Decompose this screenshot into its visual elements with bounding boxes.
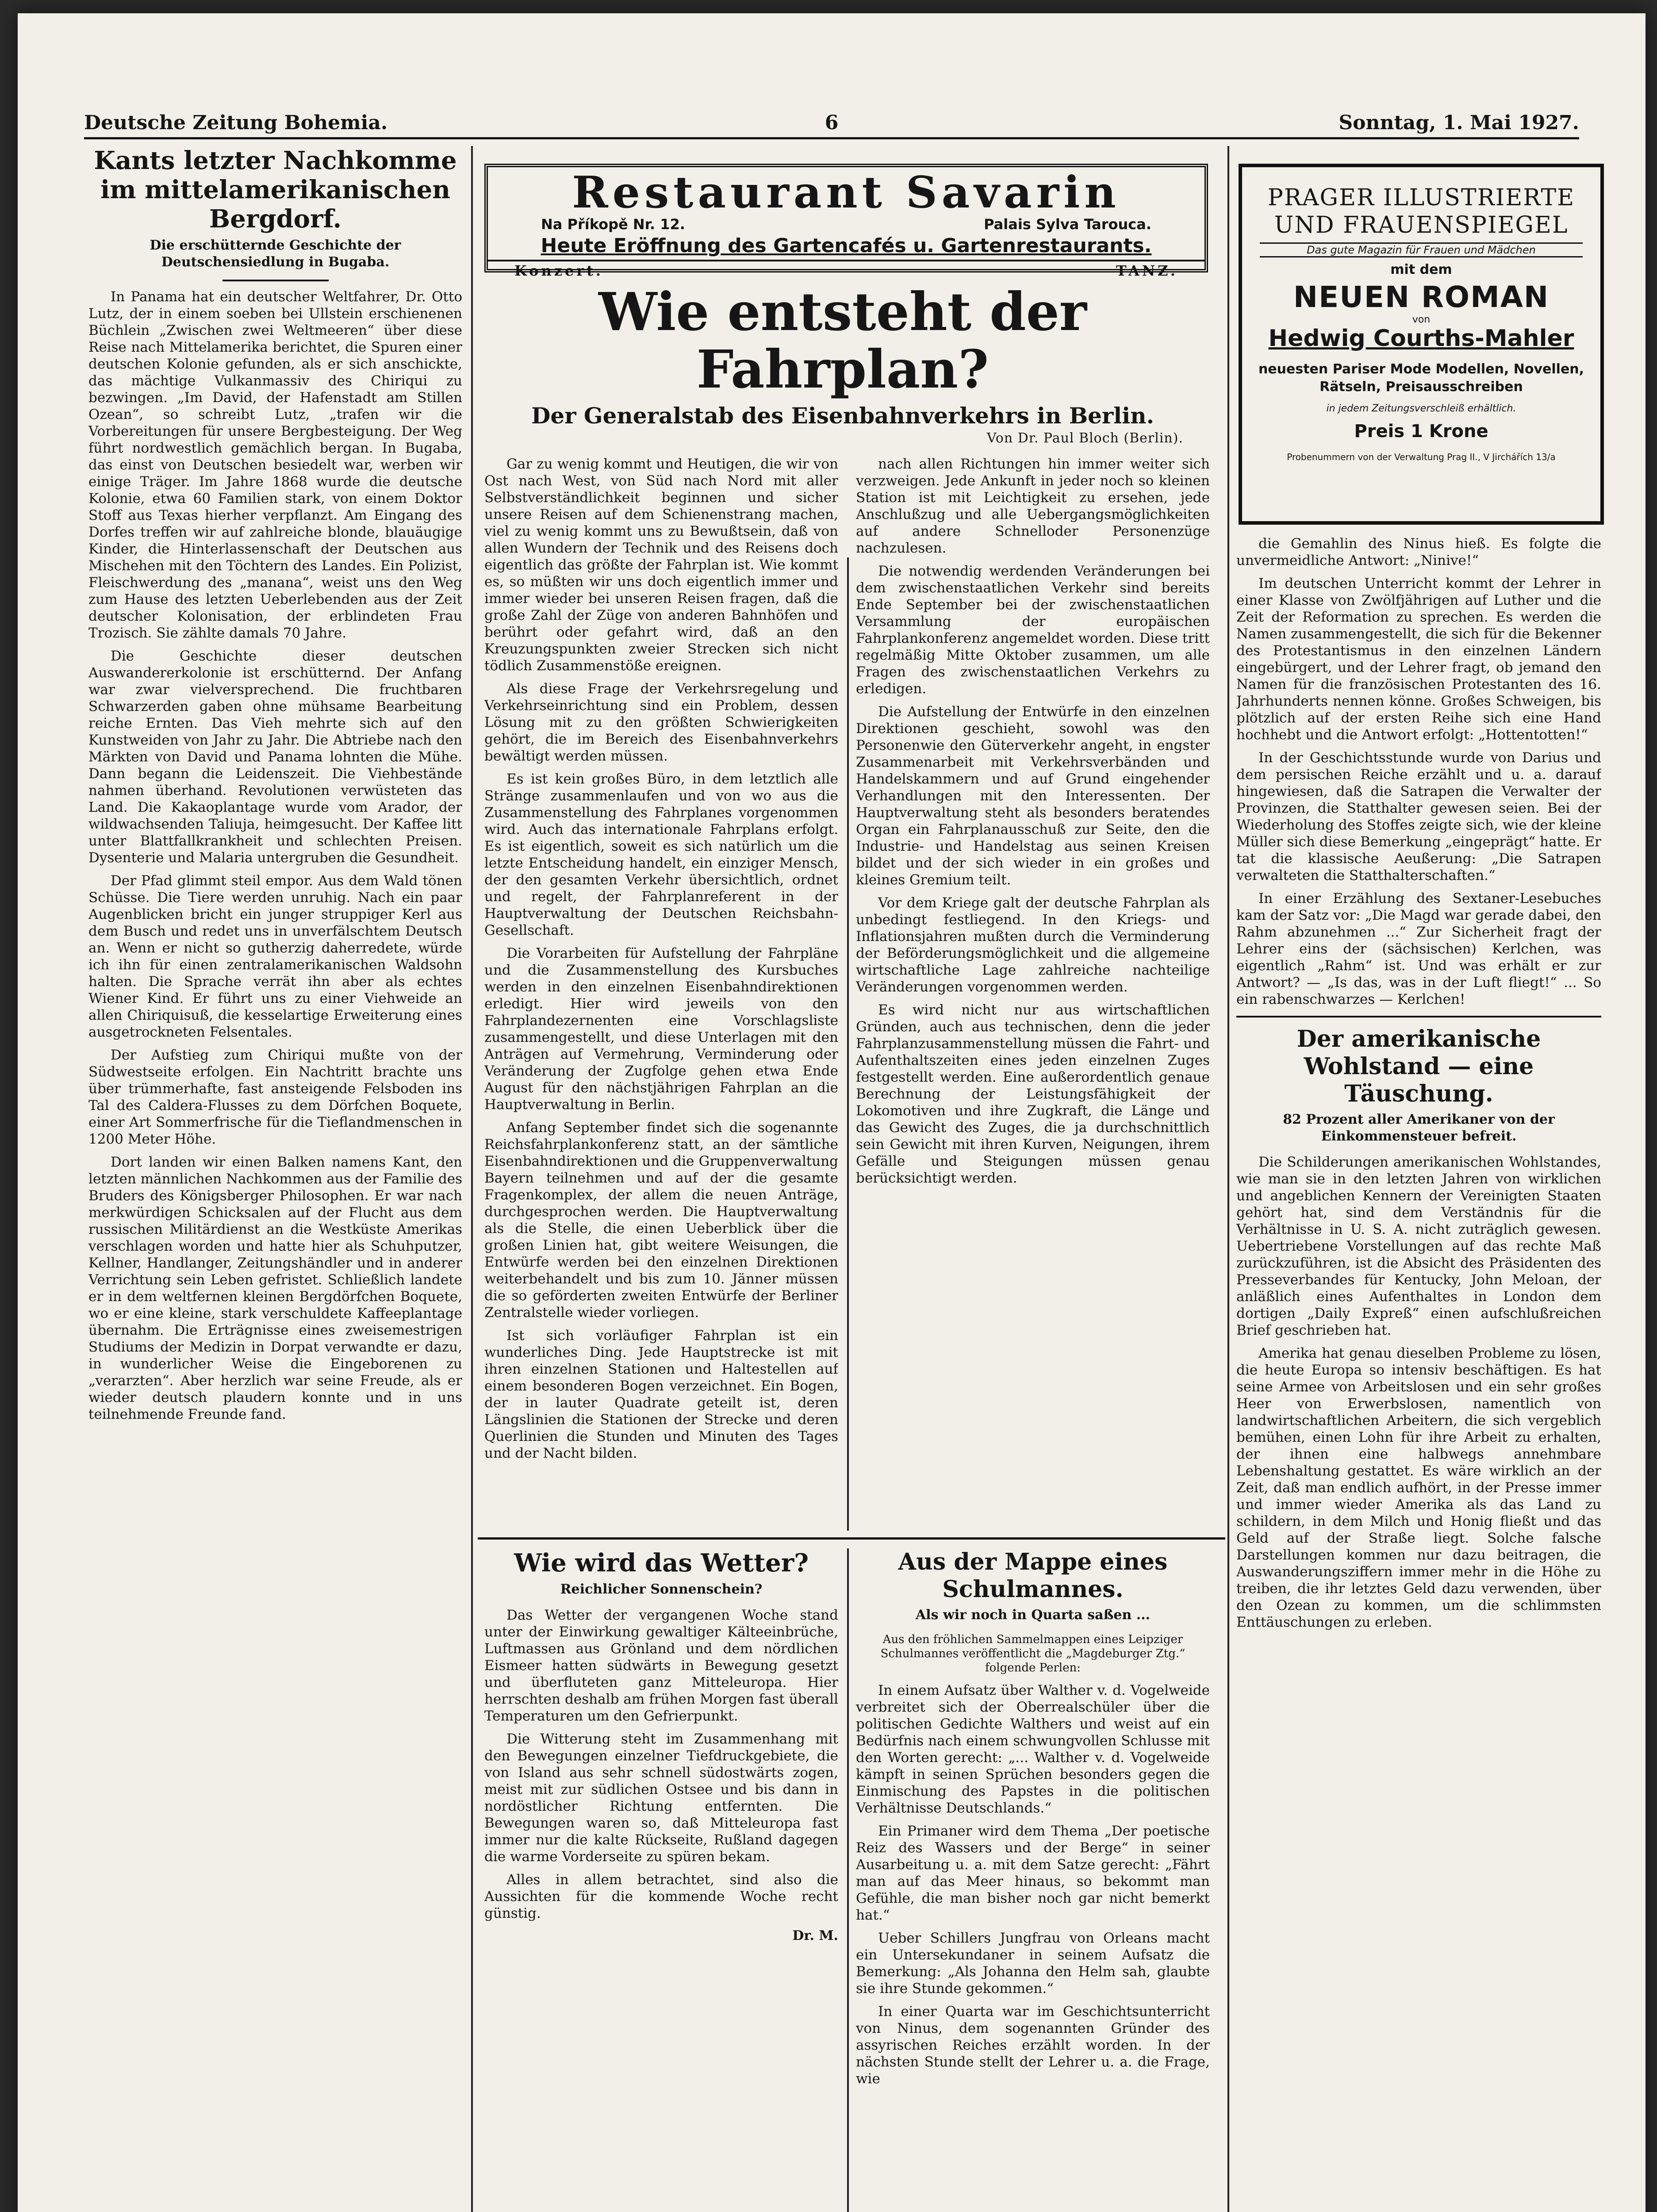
headline-schoolbook: Aus der Mappe eines Schulmannes. [898, 1548, 1168, 1603]
paragraph: Es ist kein großes Büro, in dem letztlich alle Stränge zusammenlaufen und von wo aus die Zusammenstellung des Fahrplanes vorgenommen wird. Auch das internationale Fahrplans erfolgt. Es ist eigentlich, soweit es sich natürlich um die letzte Entscheidung handelt, ein einziger Mensch, der den gesamten Verkehr übersichtlich, ordnet und regelt, der Fahrplanreferent in der Hauptverwaltung der Deutschen Reichsbahn-Gesellschaft. [484, 771, 838, 938]
paragraph: Anfang September findet sich die sogenannte Reichsfahrplankonferenz statt, an der sämtliche Eisenbahndirektionen und die Gruppenverwaltung Bayern teilnehmen und auf der die gesamte Fragenkomplex, der allem die neuen Anträge, durchgesprochen werden. Die Hauptverwaltung als die Stelle, die einen Ueberblick über die großen Linien hat, gibt weitere Weisungen, die Entwürfe werden bei den einzelnen Direktionen weiterbehandelt und bis zum 10. Jänner müssen die so geförderten zweiten Entwürfe der Berliner Zentralstelle wieder vorliegen. [484, 1120, 838, 1321]
ad-prager-illustrierte [1239, 164, 1604, 525]
column-rule [1227, 146, 1229, 2212]
paragraph: In der Geschichtsstunde wurde von Darius und dem persischen Reiche erzählt und u. a. darauf hingewiesen, daß die Satrapen die Verwalter der Provinzen, die Statthalter gewesen seien. Bei der Wiederholung des Stoffes zeigte sich, wie der kleine Müller sich diese Bemerkung „eingeprägt“ hatte. Er tat die klassische Aeußerung: „Die Satrapen verwalteten die Statthalterschaften.“ [1236, 750, 1601, 883]
paragraph: Der Aufstieg zum Chiriqui mußte von der Südwestseite erfolgen. Ein Nachtritt brachte uns über trümmerhafte, fast ansteigende Felsboden ins Tal des Caldera-Flusses zu dem Dörfchen Boquete, einer Art Sommerfrische für die Tieflandmenschen in 1200 Meter Höhe. [88, 1047, 462, 1147]
horizontal-rule [1236, 1016, 1601, 1018]
subhead-wohlstand: 82 Prozent aller Amerikaner von der Einkommensteuer befreit. [1283, 1112, 1555, 1144]
paragraph: In einer Erzählung des Sextaner-Lesebuches kam der Satz vor: „Die Magd war gerade dabei, den Rahm abzunehmen ...“ Zur Sicherheit fragt der Lehrer eins der (sächsischen) Kerlchen, was eigentlich „Rahm“ ist. Und was erhält er zur Antwort? — „Is das, was in der Luft fliegt!“ ... So ein rabenschwarzes — Kerlchen! [1236, 891, 1601, 1007]
ad-savarin-announcement: Heute Eröffnung des Gartencafés u. Gartenrestaurants. [541, 234, 1152, 257]
ad-prager-with: mit dem [1390, 262, 1452, 277]
byline-fahrplan: Von Dr. Paul Bloch (Berlin). [986, 430, 1183, 446]
paragraph: In einer Quarta war im Geschichtsunterricht von Ninus, dem sogenannten Gründer des assyrischen Reiches erzählt worden. In der nächsten Stunde stellt der Lehrer u. a. die Frage, wie [856, 2004, 1210, 2087]
ad-prager-availability: in jedem Zeitungsverschleiß erhältlich. [1326, 403, 1516, 414]
ad-savarin-concert: Konzert. [514, 262, 604, 279]
issue-date: Sonntag, 1. Mai 1927. [1339, 111, 1579, 134]
page-number: 6 [825, 111, 839, 134]
article-weather [484, 1548, 838, 2212]
paragraph: Im deutschen Unterricht kommt der Lehrer in einer Klasse von Zwölfjährigen auf Luther und die Zeit der Reformation zu sprechen. Es werden die Namen zusammengestellt, die sich für die Bekenner des Protestantismus in den einzelnen Ländern eingebürgert, und der Lehrer fragt, ob jemand den Namen für die französischen Protestanten des 16. Jahrhunderts nennen könne. Großes Schweigen, bis plötzlich auf der ersten Reihe sich eine Hand hochhebt und die Antwort erfolgt: „Hottentotten!“ [1236, 576, 1601, 743]
ad-savarin-name: Restaurant Savarin [572, 167, 1120, 218]
article-fahrplan-col2 [856, 456, 1210, 1531]
paragraph: Gar zu wenig kommt und Heutigen, die wir von Ost nach West, von Süd nach Nord mit aller Selbstverständlichkeit beginnen und sicher unsere Reisen auf dem Schienenstrang machen, viel zu wenig kommt uns zu Bewußtsein, daß von allen Wundern der Technik und des Reisens doch eigentlich das größte der Fahrplan ist. Wie kommt es, so müßten wir uns doch eigentlich immer und immer wieder bei unseren Reisen fragen, daß die große Zahl der Züge von anderen Bahnhöfen und berührt oder gefahrt wird, daß an den Kreuzungspunkten zweier Strecken sich nicht tödlich Zusammenstöße ereignen. [484, 456, 838, 674]
paragraph: In einem Aufsatz über Walther v. d. Vogelweide verbreitet sich der Oberrealschüler über die politischen Gedichte Walthers und weist auf ein Bedürfnis nach einem schwungvollen Schlusse mit den Worten gerecht: „... Walther v. d. Vogelweide kämpft in seinen Sprüchen besonders gegen die Einmischung des Papstes in die politischen Verhältnisse Deutschlands.“ [856, 1682, 1210, 1816]
paragraph: Der Pfad glimmt steil empor. Aus dem Wald tönen Schüsse. Die Tiere werden unruhig. Nach ein paar Augenblicken bricht ein junger struppiger Kerl aus dem Busch und redet uns in unverfälschtem Deutsch an. Wenn er nicht so gutherzig daherredete, würde ich ihn für einen zentralamerikanischen Waldsohn halten. Die Sprache verrät ihn aber als echtes Wiener Kind. Er führt uns zu einer Viehweide an allen Chiriquisuß, die kesselartige Erweiterung eines ausgetrockneten Felsentales. [88, 873, 462, 1040]
paragraph: Die Witterung steht im Zusammenhang mit den Bewegungen einzelner Tiefdruckgebiete, die von Island aus sehr schnell südostwärts zogen, meist mit zur südlichen Ostsee und bis dann in nordöstlicher Richtung entfernten. Die Bewegungen waren so, daß Mitteleuropa fast immer nur die kalte Rückseite, Rußland dagegen die warme Vorderseite zu spüren bekam. [484, 1731, 838, 1865]
schoolbook-intro: Aus den fröhlichen Sammelmappen eines Leipziger Schulmannes veröffentlicht die „Magdeburger Ztg.“ folgende Perlen: [880, 1633, 1185, 1674]
paragraph: Ist sich vorläufiger Fahrplan ist ein wunderliches Ding. Jede Hauptstrecke ist mit ihren einzelnen Stationen und Haltestellen auf einem besonderen Bogen verzeichnet. Ein Bogen, der in lauter Quadrate geteilt ist, deren Längslinien die Stationen der Strecke und deren Querlinien die Stunden und Minuten des Tages und der Nacht bilden. [484, 1328, 838, 1461]
column-rule [847, 1548, 849, 2212]
paragraph: Die Geschichte dieser deutschen Auswandererkolonie ist erschütternd. Der Anfang war zwar vielversprechend. Die fruchtbaren Schwarzerden gaben ohne mühsame Bearbeitung reiche Ernten. Das Vieh mehrte sich auf den Kunstweiden von Jahr zu Jahr. Die Abtriebe nach den Märkten von David und Panama lohnten die Mühe. Dann begann die Leidenszeit. Die Viehbestände nahmen überhand. Revolutionen verwüsteten das Land. Die Kakaoplantage wurde vom Arador, der wildwachsenden Taliuja, heimgesucht. Der Kaffee litt unter Blattfallkrankheit und schlechten Preisen. Dysenterie und Malaria untergruben die Gesundheit. [88, 648, 462, 866]
paragraph: Das Wetter der vergangenen Woche stand unter der Einwirkung gewaltiger Kälteeinbrüche, Luftmassen aus Grönland und dem nördlichen Eismeer hatten südwärts in Bewegung gesetzt und überfluteten ganz Mitteleuropa. Hier herrschten deshalb am frühen Morgen fast überall Temperaturen um den Gefrierpunkt. [484, 1607, 838, 1724]
paragraph: Alles in allem betrachtet, sind also die Aussichten für die kommende Woche recht günstig. [484, 1872, 838, 1921]
ad-savarin-dance: TANZ. [1116, 262, 1178, 279]
paragraph: Amerika hat genau dieselben Probleme zu lösen, die heute Europa so intensiv beschäftigen. Es hat seine Armee von Arbeitslosen und ein sehr großes Heer von Erwerbslosen, namentlich von landwirtschaftlichen Arbeitern, die sich vergeblich bemühen, einen Lohn für ihre Arbeit zu erhalten, der ihnen eine halbwegs annehmbare Lebenshaltung gestattet. Es wäre wirklich an der Zeit, daß man endlich aufhört, in der Presse immer und immer wieder Amerika als das Land zu schildern, in dem Milch und Honig fließt und das Geld auf der Straße liegt. Solche falsche Darstellungen kommen nur dazu beitragen, die Auswanderungsziffern immer mehr in die Höhe zu treiben, die ihr letztes Geld dazu verwenden, über den Ozean zu kommen, um die schlimmsten Enttäuschungen zu erleben. [1236, 1345, 1601, 1630]
ad-prager-contents: neuesten Pariser Mode Modellen, Novellen, Rätseln, Preisausschreiben [1258, 361, 1584, 395]
newspaper-name: Deutsche Zeitung Bohemia. [84, 111, 388, 134]
paragraph: Dort landen wir einen Balken namens Kant, den letzten männlichen Nachkommen aus der Familie des Bruders des Königsberger Philosophen. Er war nach merkwürdigen Schicksalen auf der Flucht aus dem russischen Militärdienst an die Westküste Amerikas verschlagen worden und hatte hier als Schuhputzer, Kellner, Handlanger, Zeitungshändler und in anderer Verrichtung sein Leben gefristet. Schließlich landete er in dem weltfernen kleinen Bergdörfchen Boquete, wo er eine kleine, stark verschuldete Kaffeeplantage übernahm. Die Erträgnisse eines zweisemestrigen Studiums der Medizin in Dorpat verwandte er dazu, in wunderlicher Weise die Eingeborenen zu „verarzten“. Aber herzlich war seine Freude, als er wieder deutsch plaudern konnte und in uns teilnehmende Freunde fand. [88, 1154, 462, 1422]
running-head [84, 106, 1579, 139]
subhead-kant: Die erschütternde Geschichte der Deutschensiedlung in Bugaba. [150, 238, 401, 270]
paragraph: die Gemahlin des Ninus hieß. Es folgte die unvermeidliche Antwort: „Ninive!“ [1236, 536, 1601, 568]
article-fahrplan-col1 [484, 456, 838, 1531]
headline-kant: Kants letzter Nachkomme im mittelamerikanischen Bergdorf. [94, 146, 457, 234]
paragraph: Die Aufstellung der Entwürfe in den einzelnen Direktionen geschieht, sowohl was den Personenwie den Güterverkehr angeht, in engster Zusammenarbeit mit Verkehrsverbänden und Handelskammern und auf Grund eingehender Verhandlungen mit den Interessenten. Der Hauptverwaltung steht als besonders beratendes Organ ein Fahrplanausschuß zur Seite, den die Industrie- und Handelstag aus seinen Kreisen bildet und der sich wieder in ein großes und kleines Gremium teilt. [856, 704, 1210, 888]
paragraph: Als diese Frage der Verkehrsregelung und Verkehrseinrichtung sind ein Problem, dessen Lösung mit zu den größten Schwierigkeiten gehört, die im Bereich des Eisenbahnverkehrs bewältigt werden müssen. [484, 681, 838, 764]
weather-signature: Dr. M. [792, 1928, 838, 1943]
subhead-fahrplan: Der Generalstab des Eisenbahnverkehrs in Berlin. [531, 403, 1154, 429]
subhead-weather: Reichlicher Sonnenschein? [560, 1582, 763, 1597]
divider [222, 280, 329, 281]
headline-fahrplan: Wie entsteht der Fahrplan? [598, 281, 1087, 400]
ad-prager-price: Preis 1 Krone [1354, 421, 1488, 442]
ad-prager-title: PRAGER ILLUSTRIERTE UND FRAUENSPIEGEL [1267, 184, 1575, 238]
paragraph: Die notwendig werdenden Veränderungen bei dem zwischenstaatlichen Verkehr sind bereits Ende September bei der zwischenstaatlichen Versammlung der europäischen Fahrplankonferenz angemeldet worden. Diese tritt regelmäßig Mitte Oktober zusammen, um alle Fragen des zwischenstaatlichen Verkehrs zu erledigen. [856, 563, 1210, 697]
newspaper-page [18, 13, 1645, 2212]
paragraph: Ein Primaner wird dem Thema „Der poetische Reiz des Wassers und der Berge“ in seiner Ausarbeitung u. a. mit dem Satze gerecht: „Fährt man auf das Meer hinaus, so bekommt man Gefühle, die man bisher noch gar nicht bemerkt hat.“ [856, 1823, 1210, 1923]
paragraph: In Panama hat ein deutscher Weltfahrer, Dr. Otto Lutz, der in einem soeben bei Ullstein erschienenen Büchlein „Zwischen zwei Weltmeeren“ über diese Reise nach Mittelamerika berichtet, die Spuren einer deutschen Kolonie gefunden, als er sich anschickte, das mächtige Vulkanmassiv des Chiriqui zu bezwingen. „Im David, der Hafenstadt am Stillen Ozean“, so schreibt Lutz, „trafen wir die Vorbereitungen für unsere Bergbesteigung. Der Weg führt nordwestlich gemächlich bergan. In Bugaba, das einst von Deutschen besiedelt war, werben wir einige Träger. Im Jahre 1868 wurde die deutsche Kolonie, etwa 60 Familien stark, von einem Doktor Stoff aus Texas hierher verpflanzt. Am Eingang des Dorfes treffen wir auf zahlreiche blonde, blauäugige Kinder, die Hinterlassenschaft der Deutschen aus Mischehen mit den Töchtern des Landes. Ein Polizist, Fleischwerdung des „manana“, weist uns den Weg zum Hause des letzten Ueberlebenden aus der Zeit deutscher Kolonisation, der erblindeten Frau Trozisch. Sie zählte damals 70 Jahre. [88, 289, 462, 641]
ad-savarin-palace: Palais Sylva Tarouca. [984, 216, 1151, 233]
ad-prager-novel: NEUEN ROMAN [1293, 280, 1550, 314]
ad-prager-von: von [1412, 314, 1431, 325]
paragraph: Vor dem Kriege galt der deutsche Fahrplan als unbedingt festliegend. In den Kriegs- und Inflationsjahren mußten durch die Verminderung der Beförderungsmöglichkeit und die allgemeine wirtschaftliche Lage zahlreiche nachteilige Veränderungen vorgenommen werden. [856, 895, 1210, 995]
paragraph: nach allen Richtungen hin immer weiter sich verzweigen. Jede Ankunft in jeder noch so kleinen Station ist mit Leichtigkeit zu ersehen, jede Anschlußzug und alle Uebergangsmöglichkeiten auf andere Schnelloder Personenzüge nachzulesen. [856, 456, 1210, 556]
article-column4 [1236, 535, 1601, 2212]
ad-prager-samples: Probenummern von der Verwaltung Prag II., V Jirchářích 13/a [1287, 452, 1556, 462]
article-fahrplan-header [484, 283, 1201, 454]
paragraph: Ueber Schillers Jungfrau von Orleans macht ein Untersekundaner in seinem Aufsatz die Bemerkung: „Als Johanna den Helm sah, glaubte sie ihre Stunde gekommen.“ [856, 1930, 1210, 1997]
column-rule [847, 557, 849, 1531]
paragraph: Die Vorarbeiten für Aufstellung der Fahrpläne und die Zusammenstellung des Kursbuches werden in den einzelnen Eisenbahndirektionen erledigt. Hier wird jeweils von den Fahrplandezernenten eine Vorschlagsliste zusammengestellt, und diese Unterlagen mit den Anträgen auf Vermehrung, Verminderung oder Veränderung der Zugfolge gehen etwa Ende August für den nächstjährigen Fahrplan an die Hauptverwaltung in Berlin. [484, 945, 838, 1113]
ad-prager-tagline: Das gute Magazin für Frauen und Mädchen [1260, 242, 1583, 257]
article-schoolbook [856, 1548, 1210, 2212]
headline-wohlstand: Der amerikanische Wohlstand — eine Täuschung. [1296, 1025, 1541, 1107]
headline-weather: Wie wird das Wetter? [514, 1548, 809, 1578]
subhead-schoolbook: Als wir noch in Quarta saßen ... [915, 1607, 1151, 1623]
ad-prager-author: Hedwig Courths-Mahler [1268, 325, 1574, 352]
ad-savarin-address: Na Příkopě Nr. 12. [541, 216, 685, 233]
column-rule [471, 146, 473, 2212]
paragraph: Es wird nicht nur aus wirtschaftlichen Gründen, auch aus technischen, denn die jeder Fahrplanzusammenstellung müssen die Fahrt- und Aufenthaltszeiten eines jeden einzelnen Zuges festgestellt werden. Eine außerordentlich genaue Berechnung der Leistungsfähigkeit der Lokomotiven und ihre Zugkraft, die Länge und das Gewicht des Zuges, die ja durchschnittlich sein Gewicht mit ihren Kurven, Neigungen, ihrem Gefälle und Steigungen müssen genau berücksichtigt werden. [856, 1002, 1210, 1186]
horizontal-rule [478, 1537, 1225, 1540]
ad-restaurant-savarin [484, 164, 1208, 279]
article-kant [88, 146, 462, 2212]
paragraph: Die Schilderungen amerikanischen Wohlstandes, wie man sie in den letzten Jahren von wirklichen und angeblichen Kennern der Vereinigten Staaten gehört hat, sind dem Verständnis für die Verhältnisse in U. S. A. nicht zuträglich gewesen. Uebertriebene Vorstellungen auf das rechte Maß zurückzuführen, ist die Absicht des Präsidenten des Presseverbandes für Kentucky, John Meloan, der anläßlich eines Aufenthaltes in London dem dortigen „Daily Expreß“ einen aufschlußreichen Brief geschrieben hat. [1236, 1154, 1601, 1338]
